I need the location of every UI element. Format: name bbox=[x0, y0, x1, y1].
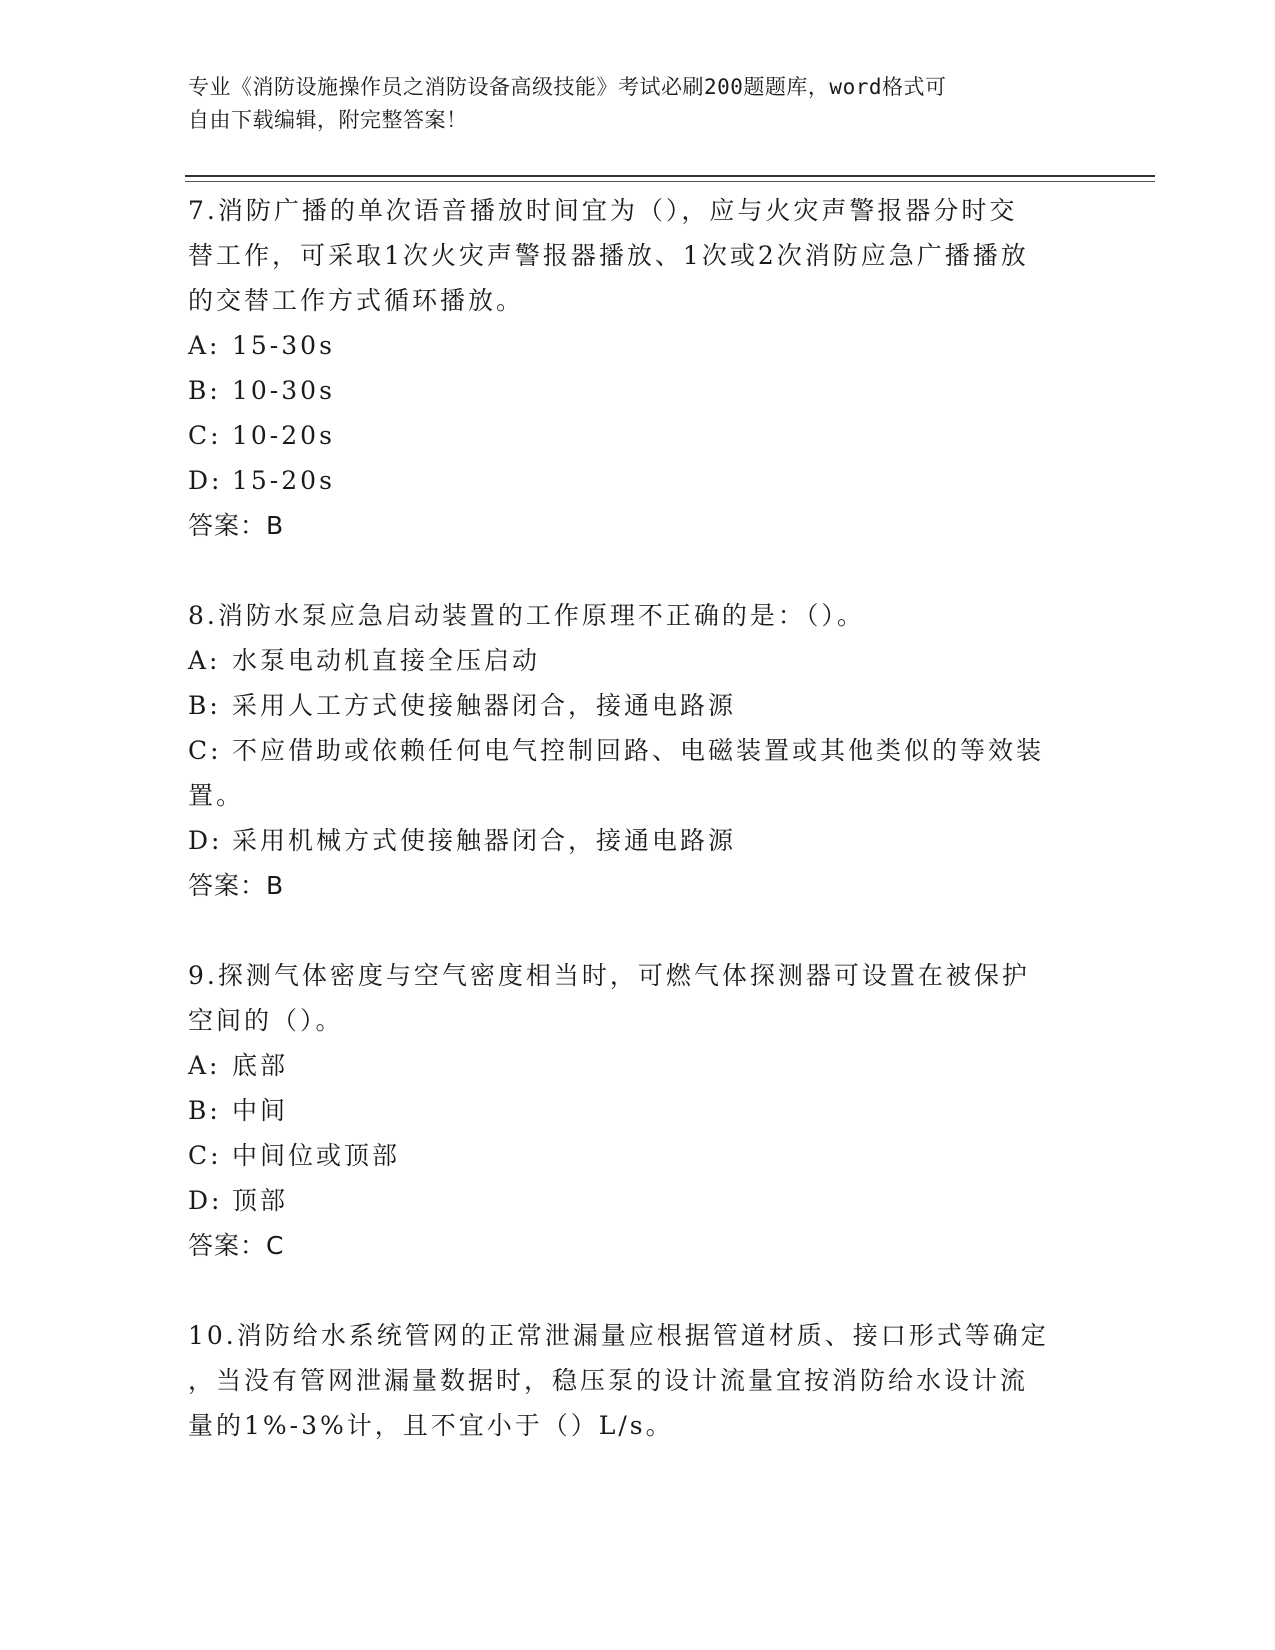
header-divider-thin bbox=[185, 181, 1155, 182]
option-b bbox=[188, 368, 1088, 413]
answer-line: 答案：C bbox=[188, 1231, 285, 1260]
option-key: A: bbox=[188, 1051, 221, 1080]
spacer bbox=[188, 909, 1088, 953]
option-d bbox=[188, 458, 1088, 503]
option-key: D: bbox=[188, 466, 223, 495]
question-stem bbox=[188, 1313, 1088, 1448]
option-text: 采用机械方式使接触器闭合，接通电路源 bbox=[232, 826, 737, 855]
question-item bbox=[188, 953, 1088, 1269]
option-text: 不应借助或依赖任何电气控制回路、电磁装置或其他类似的等效装 bbox=[232, 736, 1045, 765]
document-header bbox=[188, 71, 1068, 137]
option-key: D: bbox=[188, 1186, 223, 1215]
option-key: C: bbox=[188, 736, 222, 765]
option-d bbox=[188, 818, 1088, 863]
answer-line: 答案：B bbox=[188, 871, 285, 900]
option-a bbox=[188, 323, 1088, 368]
option-key: B: bbox=[188, 691, 221, 720]
option-key: B: bbox=[188, 376, 221, 405]
question-stem-line: 空间的（）。 bbox=[188, 1006, 344, 1035]
option-text: 顶部 bbox=[232, 1186, 289, 1215]
question-stem-line: 7.消防广播的单次语音播放时间宜为（），应与火灾声警报器分时交 bbox=[188, 196, 1018, 225]
option-key: A: bbox=[188, 646, 221, 675]
option-c-continuation: 置。 bbox=[188, 781, 245, 810]
option-text: 15-30s bbox=[232, 331, 335, 360]
question-item bbox=[188, 188, 1088, 549]
option-text: 采用人工方式使接触器闭合，接通电路源 bbox=[232, 691, 737, 720]
option-text: 中间 bbox=[232, 1096, 289, 1125]
header-divider-thick bbox=[185, 175, 1155, 177]
question-stem-line: 8.消防水泵应急启动装置的工作原理不正确的是：（）。 bbox=[188, 601, 865, 630]
question-stem-line: 10.消防给水系统管网的正常泄漏量应根据管道材质、接口形式等确定 bbox=[188, 1321, 1049, 1350]
option-text: 中间位或顶部 bbox=[232, 1141, 401, 1170]
header-title-line-1: 专业《消防设施操作员之消防设备高级技能》考试必刷200题题库，word格式可 bbox=[188, 75, 947, 99]
question-item bbox=[188, 1313, 1088, 1448]
option-c bbox=[188, 728, 1088, 773]
option-a bbox=[188, 1043, 1088, 1088]
option-d bbox=[188, 1178, 1088, 1223]
spacer bbox=[188, 549, 1088, 593]
question-stem-line: 9.探测气体密度与空气密度相当时，可燃气体探测器可设置在被保护 bbox=[188, 961, 1030, 990]
option-text: 15-20s bbox=[232, 466, 335, 495]
option-key: C: bbox=[188, 1141, 222, 1170]
question-list bbox=[188, 188, 1088, 1448]
header-title-line-2: 自由下载编辑，附完整答案！ bbox=[188, 108, 468, 132]
option-a bbox=[188, 638, 1088, 683]
option-b bbox=[188, 683, 1088, 728]
option-key: C: bbox=[188, 421, 222, 450]
question-stem-line: 的交替工作方式循环播放。 bbox=[188, 286, 525, 315]
option-c bbox=[188, 1133, 1088, 1178]
question-stem-line: 量的1%-3%计，且不宜小于（）L/s。 bbox=[188, 1411, 674, 1440]
question-item bbox=[188, 593, 1088, 909]
option-key: D: bbox=[188, 826, 223, 855]
question-stem bbox=[188, 953, 1088, 1043]
question-stem-line: ，当没有管网泄漏量数据时，稳压泵的设计流量宜按消防给水设计流 bbox=[188, 1366, 1029, 1395]
option-text: 10-30s bbox=[232, 376, 335, 405]
question-stem bbox=[188, 188, 1088, 323]
question-stem bbox=[188, 593, 1088, 638]
spacer bbox=[188, 1269, 1088, 1313]
question-stem-line: 替工作，可采取1次火灾声警报器播放、1次或2次消防应急广播播放 bbox=[188, 241, 1029, 270]
option-key: B: bbox=[188, 1096, 221, 1125]
answer-line: 答案：B bbox=[188, 511, 285, 540]
option-b bbox=[188, 1088, 1088, 1133]
option-c bbox=[188, 413, 1088, 458]
option-key: A: bbox=[188, 331, 221, 360]
option-text: 底部 bbox=[232, 1051, 289, 1080]
option-text: 10-20s bbox=[232, 421, 335, 450]
option-text: 水泵电动机直接全压启动 bbox=[232, 646, 541, 675]
